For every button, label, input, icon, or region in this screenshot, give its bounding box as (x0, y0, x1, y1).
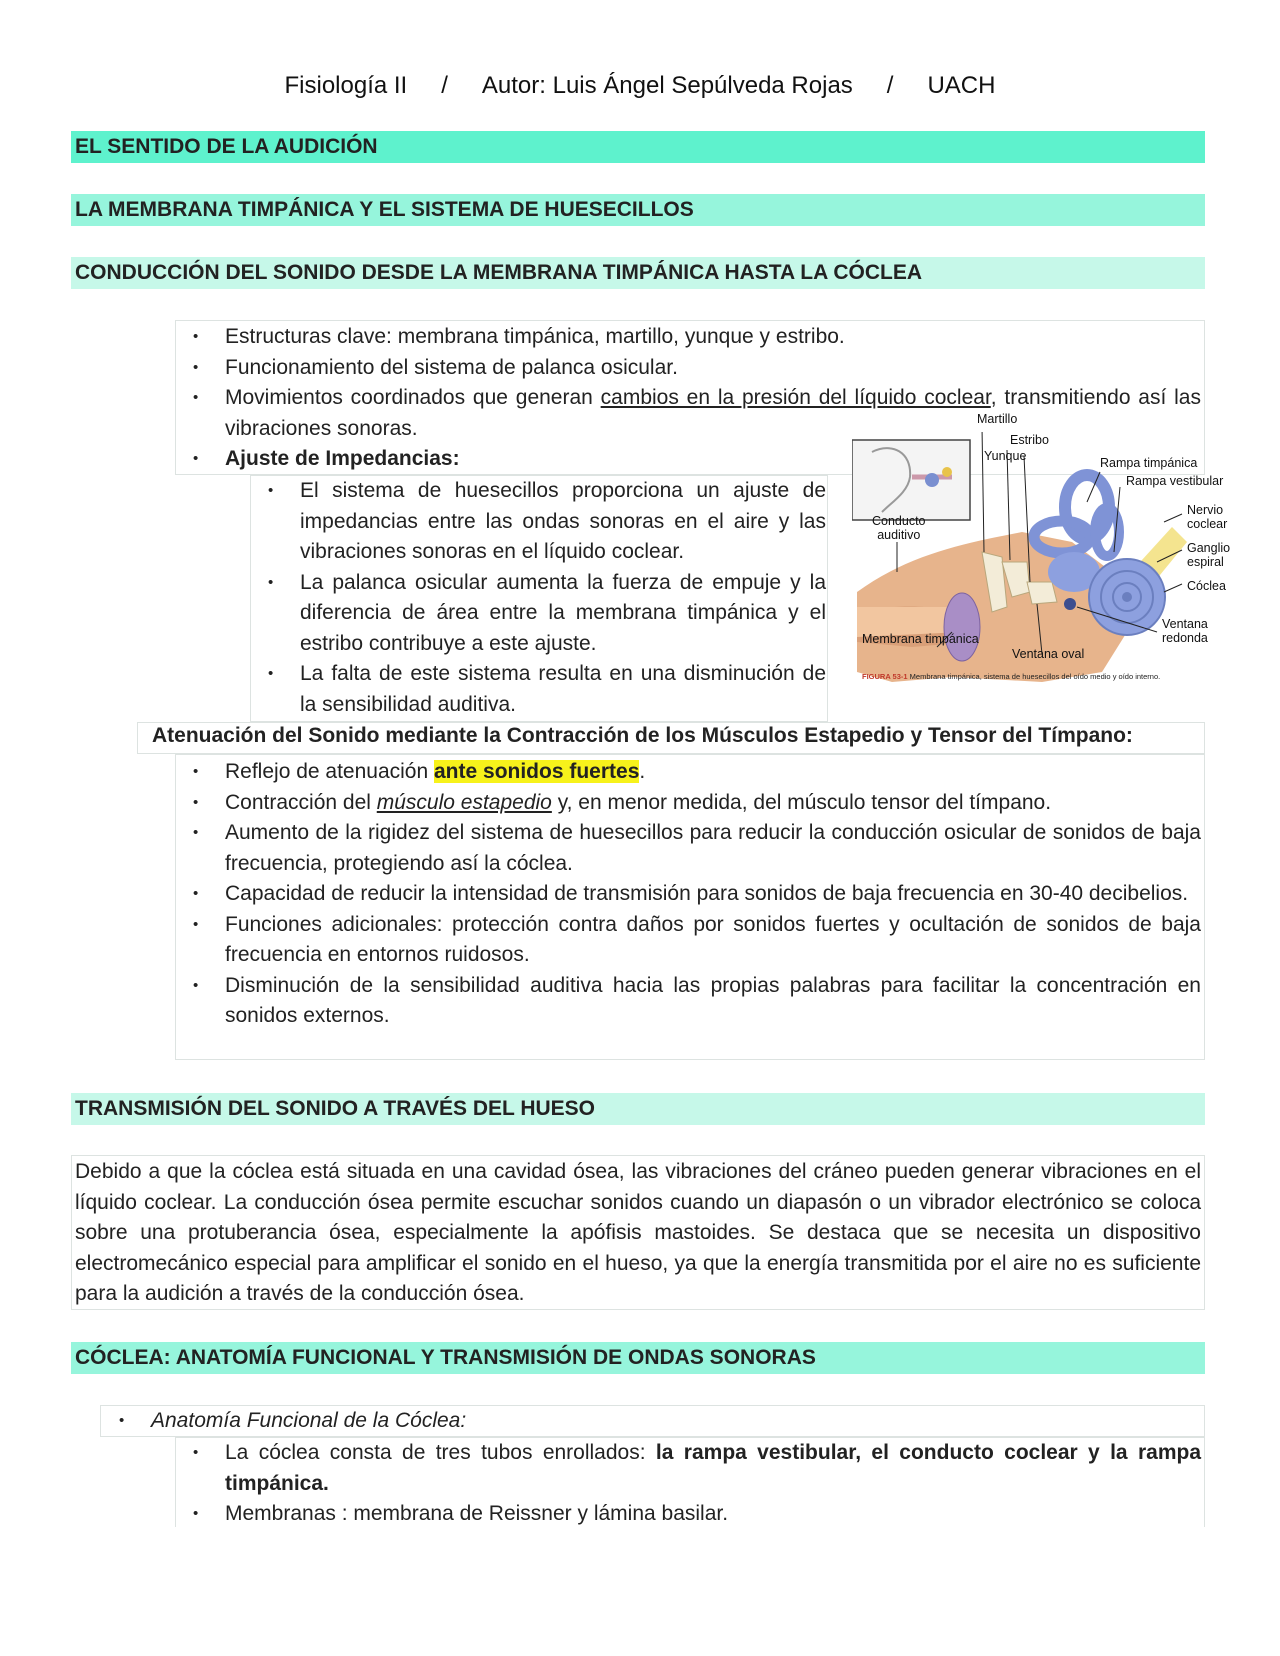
list-item: • Reflejo de atenuación ante sonidos fuertes. (193, 760, 646, 783)
section-heading-membrana: LA MEMBRANA TIMPÁNICA Y EL SISTEMA DE HUESECILLOS (71, 194, 1205, 226)
label-martillo: Martillo (977, 412, 1018, 426)
list-item: • Funciones adicionales: protección contra daños por sonidos fuertes y ocultación de sonidos de baja frecuencia en entornos ruidosos. (193, 912, 1201, 966)
label-rampa-timpanica: Rampa timpánica (1100, 456, 1198, 470)
hueso-paragraph: Debido a que la cóclea está situada en una cavidad ósea, las vibraciones del cráneo pueden generar vibraciones en el líquido coclear. La conducción ósea permite escuchar sonidos cuando un diapasón o un vibrador electrónico se coloca sobre una protuberancia ósea, especialmente la apófisis mastoides. Se destaca que se necesita un dispositivo electromecánico especial para amplificar el sonido en el hueso, ya que la energía transmitida por el aire no es suficiente para la audición a través de la conducción ósea. (75, 1160, 1201, 1305)
list-item: • Funcionamiento del sistema de palanca osicular. (193, 355, 678, 379)
header-course: Fisiología II (284, 72, 408, 99)
label-rampa-vestibular: Rampa vestibular (1126, 474, 1224, 488)
coclea-sublist (193, 1438, 1201, 1530)
atenuacion-title: Atenuación del Sonido mediante la Contracción de los Músculos Estapedio y Tensor del Tímpano: (152, 724, 1133, 747)
list-item: • La cóclea consta de tres tubos enrollados: la rampa vestibular, el conducto coclear y la rampa timpánica. (193, 1441, 1201, 1495)
list-item: • Disminución de la sensibilidad auditiva hacia las propias palabras para facilitar la concentración en sonidos externos. (193, 973, 1201, 1027)
list-item: • La falta de este sistema resulta en una disminución de la sensibilidad auditiva. (268, 662, 826, 716)
label-nervio: Nervio coclear (1187, 503, 1228, 531)
list-item: • Contracción del músculo estapedio y, en menor medida, del músculo tensor del tímpano. (193, 790, 1052, 814)
list-item: • Capacidad de reducir la intensidad de transmisión para sonidos de baja frecuencia en 30-40 decibelios. (193, 882, 1189, 905)
atenuacion-list (193, 757, 1201, 1032)
list-item: • Estructuras clave: membrana timpánica, martillo, yunque y estribo. (193, 325, 845, 348)
label-ventana-redonda: Ventana redonda (1162, 617, 1208, 645)
ear-anatomy-figure (852, 412, 1232, 722)
list-item: • Ajuste de Impedancias: (193, 447, 460, 470)
list-item: • Anatomía Funcional de la Cóclea: (119, 1409, 467, 1432)
impedancias-heading (193, 444, 825, 475)
label-yunque: Yunque (984, 449, 1027, 463)
coclea-list (119, 1406, 1201, 1437)
list-item: • La palanca osicular aumenta la fuerza de empuje y la diferencia de área entre la membrana timpánica y el estribo contribuye a este ajuste. (268, 570, 826, 655)
header-separator: / (441, 72, 448, 99)
conduccion-list (193, 322, 1201, 444)
impedancias-list (268, 476, 826, 720)
section-heading-conduccion: CONDUCCIÓN DEL SONIDO DESDE LA MEMBRANA TIMPÁNICA HASTA LA CÓCLEA (71, 257, 1205, 289)
list-item: • Movimientos coordinados que generan cambios en la presión del líquido coclear, transmitiendo así las vibraciones sonoras. (193, 386, 1201, 440)
section-heading-audicion: EL SENTIDO DE LA AUDICIÓN (71, 131, 1205, 163)
header-separator: / (886, 72, 894, 99)
label-coclea: Cóclea (1187, 579, 1226, 593)
list-item: • El sistema de huesecillos proporciona un ajuste de impedancias entre las ondas sonoras en el aire y las vibraciones sonoras en el líquido coclear. (268, 479, 826, 563)
label-ganglio: Ganglio espiral (1187, 541, 1231, 569)
figure-caption: FIGURA 53-1 Membrana timpánica, sistema de huesecillos del oído medio y oído interno. (862, 672, 1161, 681)
header-author: Autor: Luis Ángel Sepúlveda Rojas (481, 72, 853, 99)
section-heading-hueso: TRANSMISIÓN DEL SONIDO A TRAVÉS DEL HUESO (71, 1093, 1205, 1125)
header-institution: UACH (927, 72, 996, 99)
page-header (0, 72, 1280, 100)
label-conducto: Conducto auditivo (872, 514, 926, 542)
label-estribo: Estribo (1010, 433, 1049, 447)
label-ventana-oval: Ventana oval (1012, 647, 1085, 661)
label-membrana: Membrana timpánica (862, 632, 979, 646)
section-heading-coclea: CÓCLEA: ANATOMÍA FUNCIONAL Y TRANSMISIÓN DE ONDAS SONORAS (71, 1342, 1205, 1374)
list-item: • Membranas : membrana de Reissner y lámina basilar. (193, 1502, 729, 1525)
highlight: ante sonidos fuertes (434, 760, 640, 783)
list-item: • Aumento de la rigidez del sistema de huesecillos para reducir la conducción osicular de sonidos de baja frecuencia, protegiendo así la cóclea. (193, 821, 1201, 875)
